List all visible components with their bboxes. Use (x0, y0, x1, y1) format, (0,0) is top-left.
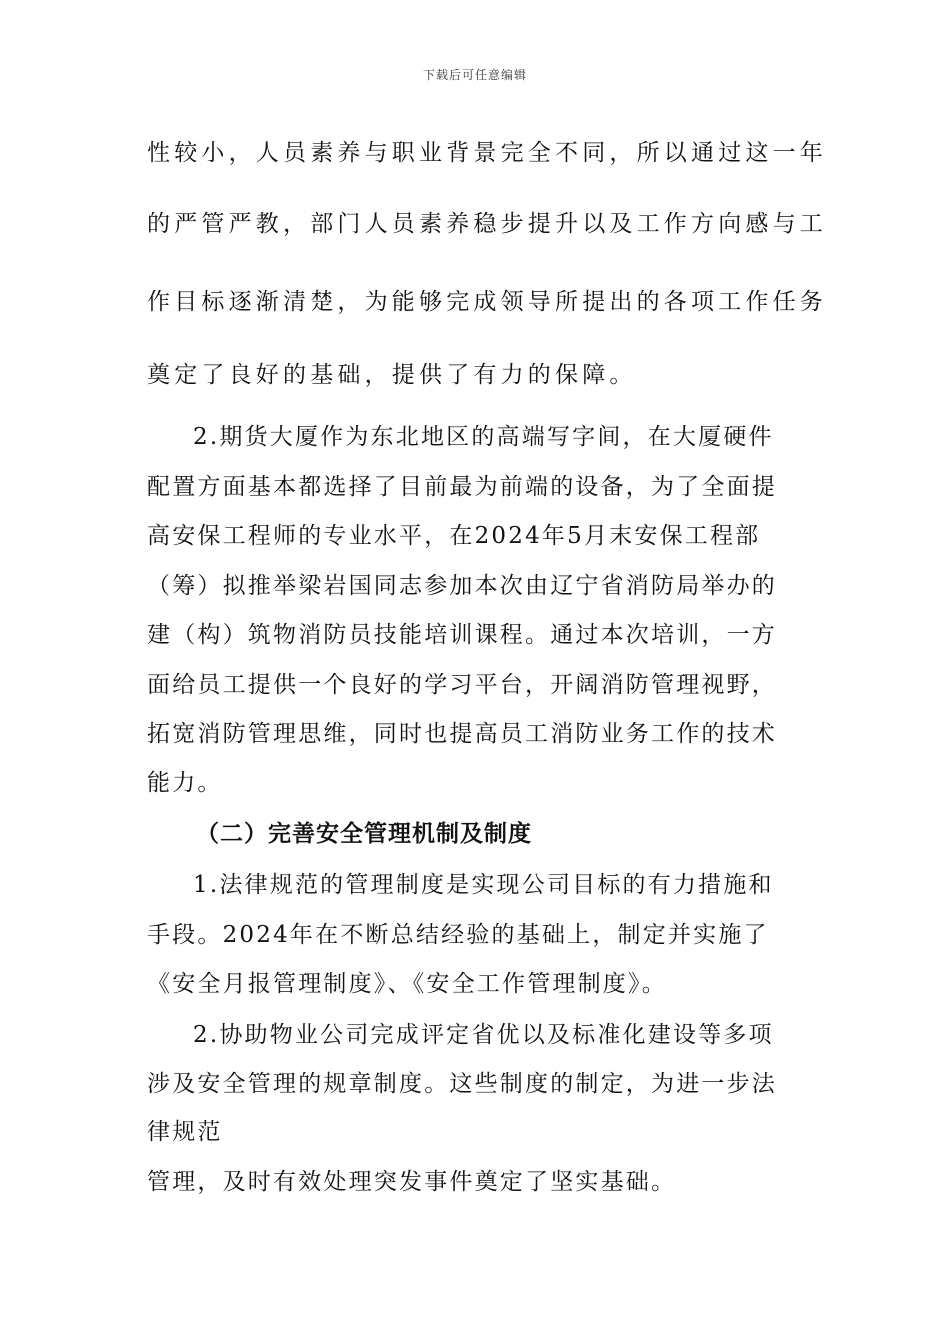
text-line: 性较小，人员素养与职业背景完全不同，所以通过这一年 (147, 140, 827, 166)
text-line: 作目标逐渐清楚，为能够完成领导所提出的各项工作任务 (147, 289, 827, 315)
text-line: 建（构）筑物消防员技能培训课程。通过本次培训，一方 (147, 622, 777, 648)
text-line: 奠定了良好的基础，提供了有力的保障。 (147, 362, 637, 388)
text-line: 管理，及时有效处理突发事件奠定了坚实基础。 (147, 1169, 677, 1195)
text-line: 涉及安全管理的规章制度。这些制度的制定，为进一步法 (147, 1071, 777, 1097)
text-line: 《安全月报管理制度》、《安全工作管理制度》。 (147, 971, 667, 997)
text-line: 的严管严教，部门人员素养稳步提升以及工作方向感与工 (147, 211, 827, 237)
text-line: 面给员工提供一个良好的学习平台，开阔消防管理视野， (147, 672, 777, 698)
text-line: 拓宽消防管理思维，同时也提高员工消防业务工作的技术 (147, 721, 777, 747)
section-heading: （二）完善安全管理机制及制度 (196, 820, 532, 847)
page-header-note: 下载后可任意编辑 (422, 68, 527, 82)
text-line: 手段。2024年在不断总结经验的基础上，制定并实施了 (147, 922, 769, 948)
text-line: 2.协助物业公司完成评定省优以及标准化建设等多项 (193, 1022, 774, 1048)
text-line: 2.期货大厦作为东北地区的高端写字间，在大厦硬件 (193, 424, 774, 450)
text-line: 律规范 (147, 1119, 223, 1145)
text-line: 1.法律规范的管理制度是实现公司目标的有力措施和 (193, 872, 774, 898)
text-line: 高安保工程师的专业水平，在2024年5月末安保工程部 (147, 523, 761, 549)
text-line: （筹）拟推举梁岩国同志参加本次由辽宁省消防局举办的 (147, 573, 777, 599)
text-line: 能力。 (147, 770, 223, 796)
text-line: 配置方面基本都选择了目前最为前端的设备，为了全面提 (147, 474, 777, 500)
